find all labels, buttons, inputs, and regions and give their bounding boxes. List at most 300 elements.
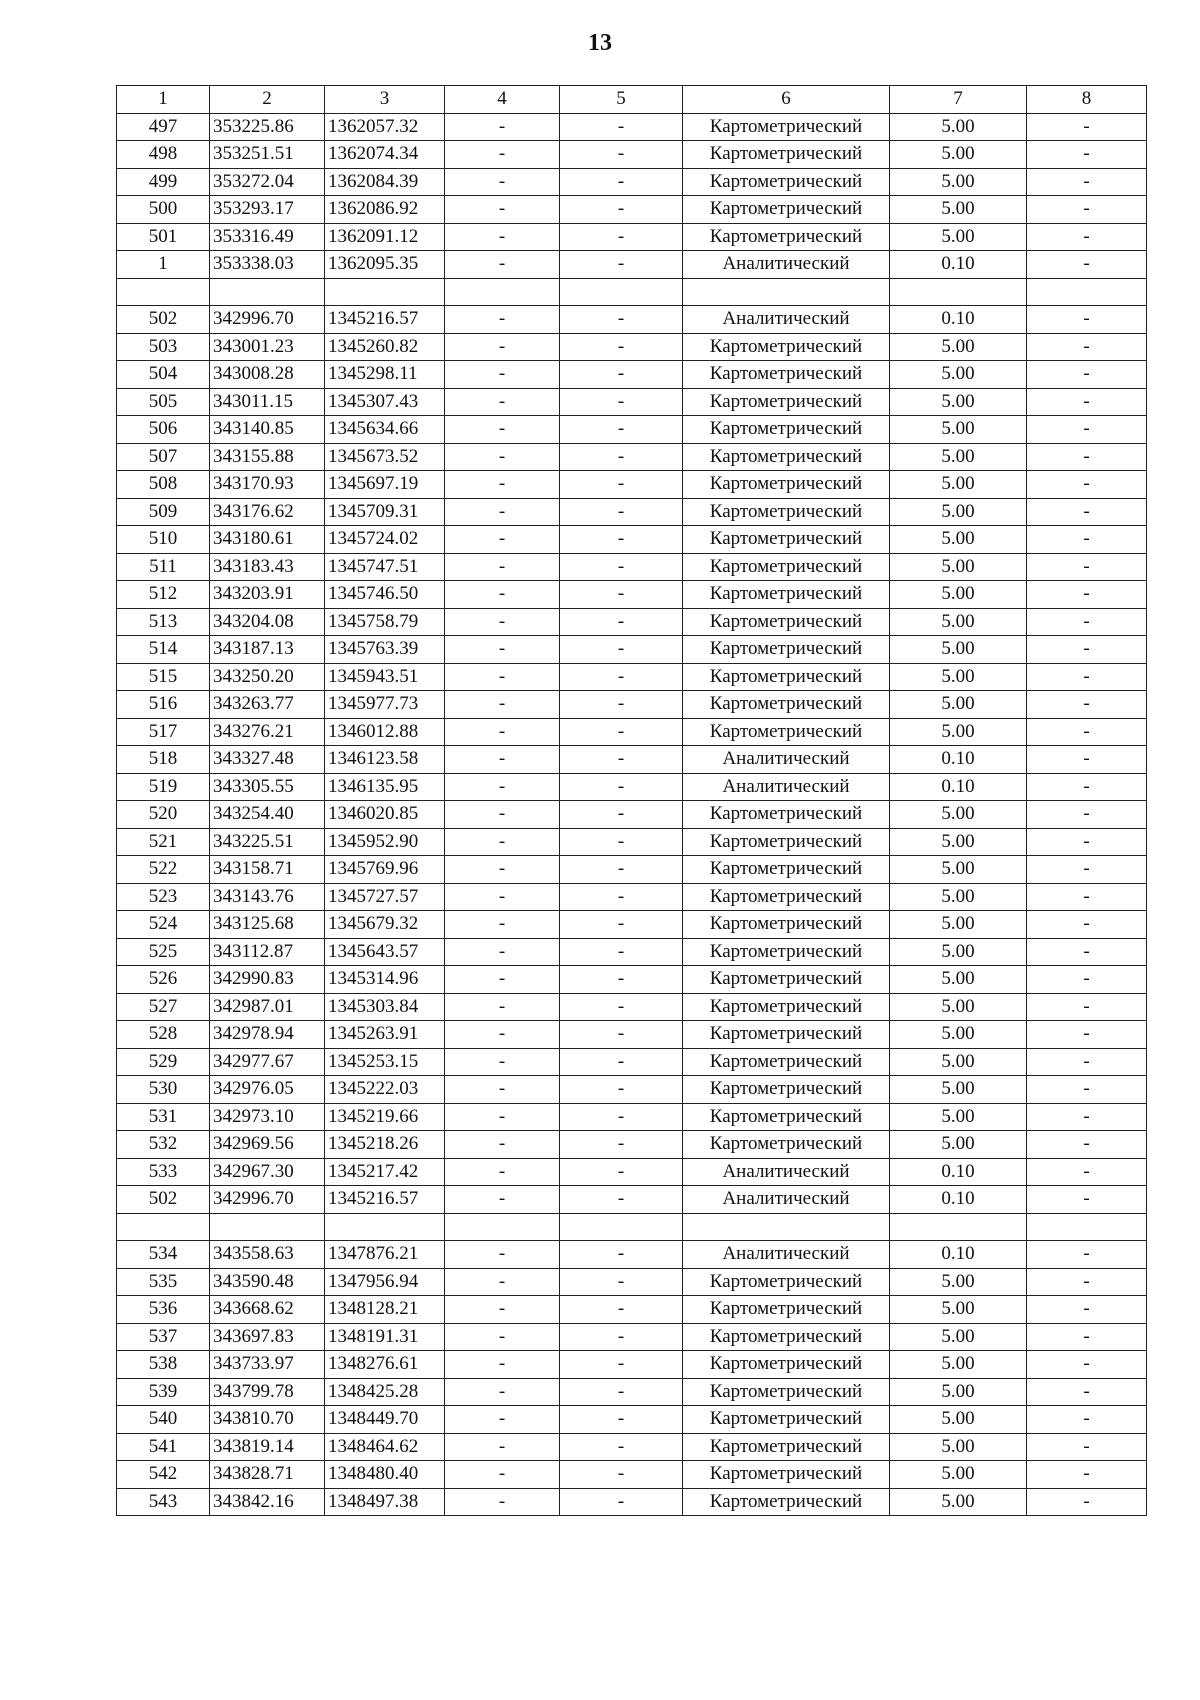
table-cell-col-1: 517 — [117, 718, 210, 746]
table-cell-col-8: - — [1027, 1351, 1147, 1379]
column-header: 1 — [117, 86, 210, 114]
table-cell-col-8: - — [1027, 196, 1147, 224]
table-row — [117, 223, 1147, 251]
table-cell-col-5: - — [560, 361, 683, 389]
table-cell-col-1: 502 — [117, 306, 210, 334]
table-cell-col-7: 5.00 — [890, 416, 1027, 444]
table-row — [117, 911, 1147, 939]
table-cell-col-8: - — [1027, 1268, 1147, 1296]
table-cell-col-7: 5.00 — [890, 113, 1027, 141]
table-cell-col-1: 510 — [117, 526, 210, 554]
table-cell-col-3: 1345218.26 — [325, 1131, 445, 1159]
table-cell-col-3: 1348128.21 — [325, 1296, 445, 1324]
table-row — [117, 801, 1147, 829]
table-cell-col-8: - — [1027, 113, 1147, 141]
table-cell-col-7: 5.00 — [890, 938, 1027, 966]
table-cell-col-2: 343204.08 — [210, 608, 325, 636]
table-cell-col-6: Картометрический — [683, 1021, 890, 1049]
table-row — [117, 278, 1147, 306]
table-cell-col-5: - — [560, 1296, 683, 1324]
table-cell-col-2: 343590.48 — [210, 1268, 325, 1296]
table-cell-col-3: 1345634.66 — [325, 416, 445, 444]
table-cell-col-5: - — [560, 746, 683, 774]
table-cell-col-6: Аналитический — [683, 1241, 890, 1269]
coordinates-table — [116, 85, 1147, 1516]
table-cell-col-1: 521 — [117, 828, 210, 856]
table-cell-col-4: - — [445, 1076, 560, 1104]
table-row — [117, 333, 1147, 361]
table-row — [117, 636, 1147, 664]
table-row — [117, 883, 1147, 911]
table-cell-col-2 — [210, 1213, 325, 1241]
table-cell-col-4: - — [445, 526, 560, 554]
table-cell-col-3: 1345307.43 — [325, 388, 445, 416]
table-cell-col-8: - — [1027, 636, 1147, 664]
table-cell-col-2: 342973.10 — [210, 1103, 325, 1131]
table-cell-col-3: 1345769.96 — [325, 856, 445, 884]
table-cell-col-3: 1345263.91 — [325, 1021, 445, 1049]
table-cell-col-3: 1348191.31 — [325, 1323, 445, 1351]
table-cell-col-6: Картометрический — [683, 553, 890, 581]
table-cell-col-6: Картометрический — [683, 113, 890, 141]
table-cell-col-2: 343276.21 — [210, 718, 325, 746]
table-cell-col-4: - — [445, 773, 560, 801]
table-cell-col-5: - — [560, 1378, 683, 1406]
table-cell-col-5: - — [560, 938, 683, 966]
table-cell-col-2 — [210, 278, 325, 306]
table-cell-col-3: 1345952.90 — [325, 828, 445, 856]
table-cell-col-5: - — [560, 801, 683, 829]
table-cell-col-1: 541 — [117, 1433, 210, 1461]
table-cell-col-1: 505 — [117, 388, 210, 416]
table-cell-col-2: 343305.55 — [210, 773, 325, 801]
table-cell-col-6: Картометрический — [683, 526, 890, 554]
table-cell-col-1: 538 — [117, 1351, 210, 1379]
table-cell-col-7: 5.00 — [890, 471, 1027, 499]
column-header: 5 — [560, 86, 683, 114]
table-cell-col-6: Картометрический — [683, 636, 890, 664]
table-cell-col-7: 5.00 — [890, 196, 1027, 224]
table-row — [117, 718, 1147, 746]
table-cell-col-1: 528 — [117, 1021, 210, 1049]
table-cell-col-6: Картометрический — [683, 471, 890, 499]
table-cell-col-6: Картометрический — [683, 691, 890, 719]
table-cell-col-7: 5.00 — [890, 223, 1027, 251]
table-row — [117, 1048, 1147, 1076]
table-cell-col-6: Картометрический — [683, 856, 890, 884]
table-cell-col-3: 1345763.39 — [325, 636, 445, 664]
table-row — [117, 993, 1147, 1021]
table-cell-col-7: 5.00 — [890, 966, 1027, 994]
table-row — [117, 1268, 1147, 1296]
table-cell-col-8: - — [1027, 1296, 1147, 1324]
table-cell-col-8: - — [1027, 498, 1147, 526]
table-cell-col-5: - — [560, 1461, 683, 1489]
table-cell-col-8: - — [1027, 306, 1147, 334]
table-cell-col-6: Аналитический — [683, 1186, 890, 1214]
table-cell-col-4: - — [445, 746, 560, 774]
table-cell-col-2: 343558.63 — [210, 1241, 325, 1269]
table-cell-col-4: - — [445, 168, 560, 196]
column-header: 2 — [210, 86, 325, 114]
table-cell-col-5: - — [560, 1268, 683, 1296]
table-cell-col-1: 502 — [117, 1186, 210, 1214]
table-cell-col-6: Аналитический — [683, 251, 890, 279]
table-cell-col-5: - — [560, 691, 683, 719]
table-cell-col-5: - — [560, 196, 683, 224]
table-row — [117, 1076, 1147, 1104]
table-cell-col-3: 1346135.95 — [325, 773, 445, 801]
table-cell-col-7: 5.00 — [890, 911, 1027, 939]
table-cell-col-6: Картометрический — [683, 1488, 890, 1516]
table-cell-col-6: Картометрический — [683, 883, 890, 911]
table-row — [117, 581, 1147, 609]
table-cell-col-7: 5.00 — [890, 856, 1027, 884]
table-cell-col-1 — [117, 1213, 210, 1241]
table-cell-col-3: 1346020.85 — [325, 801, 445, 829]
table-cell-col-7: 5.00 — [890, 1268, 1027, 1296]
table-cell-col-1: 537 — [117, 1323, 210, 1351]
table-cell-col-2: 353272.04 — [210, 168, 325, 196]
table-cell-col-7: 0.10 — [890, 1241, 1027, 1269]
table-cell-col-6: Картометрический — [683, 333, 890, 361]
table-cell-col-4: - — [445, 993, 560, 1021]
table-cell-col-2: 342977.67 — [210, 1048, 325, 1076]
table-cell-col-7: 5.00 — [890, 1488, 1027, 1516]
table-cell-col-8: - — [1027, 1241, 1147, 1269]
table-cell-col-4: - — [445, 471, 560, 499]
table-cell-col-7: 0.10 — [890, 746, 1027, 774]
table-cell-col-4: - — [445, 113, 560, 141]
table-cell-col-4: - — [445, 1378, 560, 1406]
table-row — [117, 1351, 1147, 1379]
table-cell-col-2: 353316.49 — [210, 223, 325, 251]
table-cell-col-2: 343187.13 — [210, 636, 325, 664]
table-cell-col-1: 523 — [117, 883, 210, 911]
table-cell-col-1: 533 — [117, 1158, 210, 1186]
table-cell-col-6: Картометрический — [683, 1351, 890, 1379]
table-cell-col-5: - — [560, 1186, 683, 1214]
table-cell-col-5: - — [560, 1048, 683, 1076]
table-cell-col-2: 343668.62 — [210, 1296, 325, 1324]
table-row — [117, 251, 1147, 279]
table-cell-col-4: - — [445, 581, 560, 609]
table-cell-col-4: - — [445, 1488, 560, 1516]
table-cell-col-6: Картометрический — [683, 443, 890, 471]
table-cell-col-1: 501 — [117, 223, 210, 251]
table-cell-col-2: 343183.43 — [210, 553, 325, 581]
table-cell-col-1: 542 — [117, 1461, 210, 1489]
table-cell-col-6: Картометрический — [683, 993, 890, 1021]
table-cell-col-5: - — [560, 1433, 683, 1461]
table-cell-col-3: 1348480.40 — [325, 1461, 445, 1489]
table-cell-col-8: - — [1027, 526, 1147, 554]
table-cell-col-4: - — [445, 1296, 560, 1324]
table-row — [117, 168, 1147, 196]
table-row — [117, 388, 1147, 416]
table-cell-col-1: 516 — [117, 691, 210, 719]
table-cell-col-4: - — [445, 1268, 560, 1296]
header-row — [117, 86, 1147, 114]
table-cell-col-8: - — [1027, 1158, 1147, 1186]
table-cell-col-4: - — [445, 1186, 560, 1214]
table-cell-col-3 — [325, 1213, 445, 1241]
table-cell-col-6: Картометрический — [683, 1048, 890, 1076]
table-cell-col-1: 518 — [117, 746, 210, 774]
table-cell-col-3: 1345747.51 — [325, 553, 445, 581]
table-cell-col-4: - — [445, 663, 560, 691]
table-cell-col-5: - — [560, 168, 683, 196]
table-cell-col-5: - — [560, 883, 683, 911]
table-cell-col-4: - — [445, 1103, 560, 1131]
table-cell-col-7: 5.00 — [890, 1406, 1027, 1434]
table-cell-col-5: - — [560, 636, 683, 664]
table-cell-col-5: - — [560, 1323, 683, 1351]
table-cell-col-6: Картометрический — [683, 1296, 890, 1324]
table-cell-col-3: 1345298.11 — [325, 361, 445, 389]
table-cell-col-3: 1345746.50 — [325, 581, 445, 609]
table-cell-col-8: - — [1027, 1488, 1147, 1516]
table-cell-col-3: 1345977.73 — [325, 691, 445, 719]
table-cell-col-3: 1348449.70 — [325, 1406, 445, 1434]
table-cell-col-8: - — [1027, 1406, 1147, 1434]
table-cell-col-1: 543 — [117, 1488, 210, 1516]
table-cell-col-2: 343143.76 — [210, 883, 325, 911]
table-cell-col-1: 515 — [117, 663, 210, 691]
table-row — [117, 196, 1147, 224]
table-row — [117, 1131, 1147, 1159]
table-cell-col-1: 519 — [117, 773, 210, 801]
table-cell-col-2: 342969.56 — [210, 1131, 325, 1159]
table-cell-col-1: 525 — [117, 938, 210, 966]
table-cell-col-2: 343001.23 — [210, 333, 325, 361]
table-cell-col-3: 1346123.58 — [325, 746, 445, 774]
table-cell-col-4: - — [445, 416, 560, 444]
table-row — [117, 1021, 1147, 1049]
table-cell-col-3: 1362084.39 — [325, 168, 445, 196]
table-cell-col-6: Аналитический — [683, 306, 890, 334]
table-cell-col-8: - — [1027, 1076, 1147, 1104]
table-row — [117, 1158, 1147, 1186]
table-cell-col-1: 497 — [117, 113, 210, 141]
table-row — [117, 1103, 1147, 1131]
table-cell-col-6: Картометрический — [683, 196, 890, 224]
table-cell-col-8: - — [1027, 856, 1147, 884]
table-row — [117, 526, 1147, 554]
table-cell-col-6: Картометрический — [683, 141, 890, 169]
table-cell-col-2: 343799.78 — [210, 1378, 325, 1406]
table-cell-col-8: - — [1027, 581, 1147, 609]
table-cell-col-7: 0.10 — [890, 251, 1027, 279]
table-cell-col-1: 529 — [117, 1048, 210, 1076]
table-row — [117, 856, 1147, 884]
table-cell-col-5: - — [560, 911, 683, 939]
table-cell-col-8: - — [1027, 553, 1147, 581]
table-cell-col-8: - — [1027, 1021, 1147, 1049]
table-cell-col-4 — [445, 278, 560, 306]
table-cell-col-2: 343140.85 — [210, 416, 325, 444]
table-cell-col-2: 343819.14 — [210, 1433, 325, 1461]
table-cell-col-7: 0.10 — [890, 1186, 1027, 1214]
table-row — [117, 443, 1147, 471]
table-cell-col-6: Картометрический — [683, 608, 890, 636]
table-cell-col-8: - — [1027, 388, 1147, 416]
table-row — [117, 966, 1147, 994]
table-cell-col-2: 353225.86 — [210, 113, 325, 141]
table-cell-col-5: - — [560, 113, 683, 141]
table-cell-col-7: 5.00 — [890, 883, 1027, 911]
page-number: 13 — [588, 30, 612, 56]
table-cell-col-1: 527 — [117, 993, 210, 1021]
table-cell-col-8: - — [1027, 168, 1147, 196]
table-cell-col-7: 5.00 — [890, 1076, 1027, 1104]
table-cell-col-2: 353251.51 — [210, 141, 325, 169]
table-cell-col-3: 1345697.19 — [325, 471, 445, 499]
table-row — [117, 1323, 1147, 1351]
table-cell-col-7 — [890, 278, 1027, 306]
table-cell-col-8: - — [1027, 361, 1147, 389]
table-cell-col-8: - — [1027, 773, 1147, 801]
table-cell-col-2: 343225.51 — [210, 828, 325, 856]
table-cell-col-6: Картометрический — [683, 1433, 890, 1461]
table-cell-col-3: 1345303.84 — [325, 993, 445, 1021]
table-cell-col-3: 1345758.79 — [325, 608, 445, 636]
table-cell-col-6: Картометрический — [683, 938, 890, 966]
table-cell-col-2: 343263.77 — [210, 691, 325, 719]
table-cell-col-5: - — [560, 1406, 683, 1434]
table-cell-col-8: - — [1027, 1323, 1147, 1351]
table-cell-col-5: - — [560, 856, 683, 884]
table-cell-col-5: - — [560, 333, 683, 361]
table-row — [117, 1296, 1147, 1324]
table-row — [117, 361, 1147, 389]
table-cell-col-5: - — [560, 498, 683, 526]
table-cell-col-8: - — [1027, 1186, 1147, 1214]
table-cell-col-7: 5.00 — [890, 526, 1027, 554]
table-cell-col-3: 1362057.32 — [325, 113, 445, 141]
table-cell-col-3: 1345222.03 — [325, 1076, 445, 1104]
table-cell-col-6: Аналитический — [683, 773, 890, 801]
table-cell-col-4: - — [445, 553, 560, 581]
table-cell-col-1: 531 — [117, 1103, 210, 1131]
table-cell-col-2: 343327.48 — [210, 746, 325, 774]
table-cell-col-2: 342978.94 — [210, 1021, 325, 1049]
table-cell-col-1: 540 — [117, 1406, 210, 1434]
table-cell-col-8: - — [1027, 718, 1147, 746]
table-cell-col-7: 5.00 — [890, 636, 1027, 664]
table-cell-col-8: - — [1027, 663, 1147, 691]
table-row — [117, 1488, 1147, 1516]
table-cell-col-3: 1345253.15 — [325, 1048, 445, 1076]
table-cell-col-6: Картометрический — [683, 801, 890, 829]
table-cell-col-1 — [117, 278, 210, 306]
table-cell-col-2: 343180.61 — [210, 526, 325, 554]
table-cell-col-1: 508 — [117, 471, 210, 499]
table-cell-col-6: Картометрический — [683, 1076, 890, 1104]
table-cell-col-6: Картометрический — [683, 1131, 890, 1159]
table-cell-col-6: Картометрический — [683, 168, 890, 196]
table-cell-col-4: - — [445, 1048, 560, 1076]
table-cell-col-6: Картометрический — [683, 663, 890, 691]
table-cell-col-7: 0.10 — [890, 773, 1027, 801]
table-cell-col-4: - — [445, 1021, 560, 1049]
table-cell-col-5: - — [560, 1103, 683, 1131]
table-cell-col-3: 1345709.31 — [325, 498, 445, 526]
table-cell-col-1: 507 — [117, 443, 210, 471]
table-cell-col-6: Картометрический — [683, 1323, 890, 1351]
table-cell-col-6 — [683, 1213, 890, 1241]
table-cell-col-4: - — [445, 911, 560, 939]
table-cell-col-5: - — [560, 553, 683, 581]
table-row — [117, 691, 1147, 719]
column-header: 8 — [1027, 86, 1147, 114]
table-cell-col-2: 343176.62 — [210, 498, 325, 526]
table-cell-col-1: 512 — [117, 581, 210, 609]
table-cell-col-6: Картометрический — [683, 1406, 890, 1434]
table-cell-col-2: 343697.83 — [210, 1323, 325, 1351]
table-cell-col-2: 342996.70 — [210, 1186, 325, 1214]
table-cell-col-2: 342990.83 — [210, 966, 325, 994]
table-cell-col-8: - — [1027, 1461, 1147, 1489]
table-cell-col-7: 5.00 — [890, 828, 1027, 856]
table-cell-col-2: 343008.28 — [210, 361, 325, 389]
table-cell-col-1: 520 — [117, 801, 210, 829]
table-cell-col-3: 1348276.61 — [325, 1351, 445, 1379]
table-cell-col-5 — [560, 1213, 683, 1241]
table-cell-col-1: 522 — [117, 856, 210, 884]
table-cell-col-4: - — [445, 828, 560, 856]
table-cell-col-4: - — [445, 1323, 560, 1351]
table-cell-col-6: Картометрический — [683, 828, 890, 856]
table-cell-col-8: - — [1027, 691, 1147, 719]
table-cell-col-8: - — [1027, 416, 1147, 444]
table-cell-col-3: 1345260.82 — [325, 333, 445, 361]
column-header: 7 — [890, 86, 1027, 114]
table-cell-col-1: 539 — [117, 1378, 210, 1406]
table-cell-col-5: - — [560, 828, 683, 856]
table-cell-col-8 — [1027, 278, 1147, 306]
table-cell-col-7: 5.00 — [890, 1296, 1027, 1324]
table-cell-col-5: - — [560, 1488, 683, 1516]
table-row — [117, 608, 1147, 636]
table-cell-col-7: 5.00 — [890, 801, 1027, 829]
table-cell-col-8: - — [1027, 993, 1147, 1021]
table-cell-col-5: - — [560, 526, 683, 554]
table-cell-col-5: - — [560, 1241, 683, 1269]
table-cell-col-1: 524 — [117, 911, 210, 939]
table-cell-col-3: 1345673.52 — [325, 443, 445, 471]
table-cell-col-7: 5.00 — [890, 388, 1027, 416]
table-cell-col-3: 1362091.12 — [325, 223, 445, 251]
table-cell-col-4 — [445, 1213, 560, 1241]
table-cell-col-1: 532 — [117, 1131, 210, 1159]
table-cell-col-2: 343155.88 — [210, 443, 325, 471]
table-cell-col-7: 5.00 — [890, 333, 1027, 361]
table-cell-col-2: 343170.93 — [210, 471, 325, 499]
table-cell-col-2: 343112.87 — [210, 938, 325, 966]
table-cell-col-7: 5.00 — [890, 498, 1027, 526]
table-cell-col-3: 1362095.35 — [325, 251, 445, 279]
table-cell-col-8: - — [1027, 223, 1147, 251]
table-cell-col-1: 511 — [117, 553, 210, 581]
table-cell-col-6: Картометрический — [683, 1378, 890, 1406]
table-cell-col-8: - — [1027, 1103, 1147, 1131]
table-cell-col-6: Картометрический — [683, 361, 890, 389]
table-cell-col-7: 5.00 — [890, 443, 1027, 471]
table-cell-col-3: 1362074.34 — [325, 141, 445, 169]
table-cell-col-3: 1345727.57 — [325, 883, 445, 911]
table-cell-col-8: - — [1027, 828, 1147, 856]
